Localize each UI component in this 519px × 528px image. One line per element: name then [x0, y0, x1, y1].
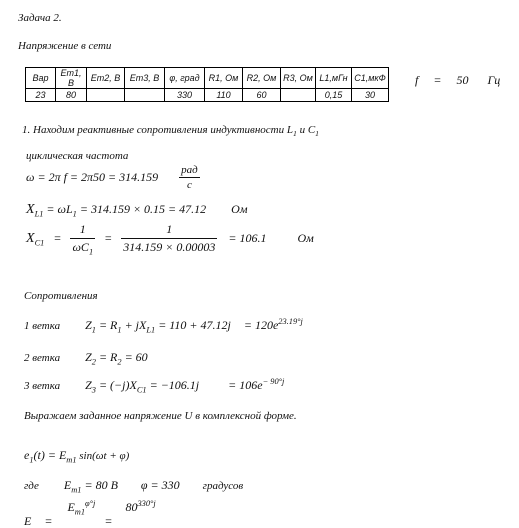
branch-3-sub1: 3: [91, 385, 96, 395]
omega-unit: [179, 164, 200, 191]
header-cell: R1, Ом: [205, 68, 243, 89]
xc1-f1-num: 1: [70, 222, 95, 239]
last-num2: 80: [125, 500, 138, 514]
where-e: E: [63, 478, 72, 492]
xc1-f1-den-text: ωC: [72, 240, 89, 254]
omega-unit-den: с: [186, 179, 192, 191]
xl1-expr: = ωL: [43, 202, 73, 216]
last-exp2: 330°j: [137, 499, 156, 508]
header-cell: Em2, В: [87, 68, 125, 89]
branch-1-sub3: L1: [146, 325, 156, 335]
xc1-sub: C1: [34, 237, 45, 247]
task-title: Задача 2.: [18, 12, 62, 24]
branch-1-exp: 23.19°j: [278, 317, 303, 326]
branch-3-z: Z: [85, 378, 92, 392]
value-cell: 80: [56, 89, 87, 102]
freq-value: 50: [456, 73, 469, 87]
branch-1-rest: + jX: [121, 318, 147, 332]
xl1-unit: Ом: [231, 202, 248, 216]
where-phi: φ = 330: [140, 478, 180, 492]
last-num: E: [67, 500, 75, 514]
branch-1-z: Z: [85, 318, 92, 332]
xc1-frac-2: [121, 222, 217, 255]
branch-1-sub2: 1: [117, 325, 122, 335]
xc1-f2-num: 1: [121, 222, 217, 239]
xc1-frac-1: [70, 222, 95, 255]
header-cell: C1,мкФ: [352, 68, 389, 89]
branch-1-label: 1 ветка: [24, 320, 61, 332]
value-cell: 110: [205, 89, 243, 102]
freq-symbol: f: [415, 73, 419, 87]
branch-1-sub1: 1: [91, 325, 96, 335]
step-1-main: 1. Находим реактивные сопротивления индуктивности L: [22, 124, 293, 136]
last-formula: [24, 499, 156, 528]
xc1-lhs-wrap: [26, 231, 44, 245]
frequency-line: [415, 73, 500, 88]
branch-3-val: = −106.1j: [146, 378, 200, 392]
xc1-formula: [26, 222, 314, 255]
omega-unit-num: рад: [181, 164, 198, 176]
emf-mid: (t) = E: [33, 448, 67, 462]
last-num-sub: m1: [74, 507, 86, 517]
last-eq: =: [44, 514, 53, 528]
branch-2-val: = 60: [121, 350, 148, 364]
where-label: где: [24, 480, 39, 492]
omega-expr: ω = 2π f = 2π50 = 314.159: [26, 170, 159, 184]
value-cell: [125, 89, 165, 102]
freq-eq: =: [433, 73, 442, 87]
value-cell: [87, 89, 125, 102]
branch-3-sub2: C1: [136, 385, 147, 395]
where-e-sub: m1: [71, 485, 82, 495]
last-lhs: E: [24, 514, 32, 528]
value-cell: 0,15: [316, 89, 352, 102]
branch-2-z: Z: [85, 350, 92, 364]
omega-formula: [26, 164, 200, 191]
branch-1-val: = 110 + 47.12j: [155, 318, 231, 332]
xc1-lhs: X: [26, 230, 35, 246]
xc1-eq: =: [53, 231, 62, 245]
where-line: [24, 478, 243, 493]
emf-rest: sin(ωt + φ): [76, 450, 130, 462]
xl1-formula: [26, 202, 247, 218]
branch-2-sub1: 2: [91, 357, 96, 367]
step-1-l-sub: 1: [292, 129, 297, 139]
xl1-rest: = 314.159 × 0.15 = 47.12: [76, 202, 207, 216]
branch-3-exp: − 90°j: [262, 377, 285, 386]
xc1-eq-2: =: [104, 231, 113, 245]
where-unit: градусов: [202, 480, 244, 492]
xc1-f2-den: 314.159 × 0.00003: [123, 240, 216, 254]
emf-formula: [24, 448, 129, 463]
table-row: [26, 89, 389, 102]
header-cell: Вар: [26, 68, 56, 89]
branch-1-line: [24, 318, 303, 333]
xl1-lhs: X: [26, 202, 35, 217]
section-resistances: Сопротивления: [24, 290, 98, 302]
last-exp1: φ°j: [85, 499, 96, 508]
branch-3-line: [24, 378, 284, 393]
xc1-f1-den: [70, 239, 95, 255]
header-cell: R2, Ом: [243, 68, 281, 89]
parameters-table: [25, 67, 389, 102]
xc1-result: = 106.1: [228, 231, 267, 245]
table-header-row: [26, 68, 389, 89]
where-e-val: = 80 В: [81, 478, 118, 492]
branch-1-polar: = 120e: [243, 318, 279, 332]
xl1-expr-sub: 1: [72, 209, 77, 219]
branch-2-sub2: 2: [117, 357, 122, 367]
value-cell: 60: [243, 89, 281, 102]
section-voltage: Напряжение в сети: [18, 40, 112, 52]
emf-sub: 1: [29, 455, 34, 465]
header-cell: L1,мГн: [316, 68, 352, 89]
branch-3-mid: = (−j)X: [95, 378, 137, 392]
step-1-c-sub: 1: [315, 129, 319, 139]
value-cell: 30: [352, 89, 389, 102]
value-cell: 330: [165, 89, 205, 102]
emf-lhs: e: [24, 448, 30, 462]
value-cell: [281, 89, 316, 102]
branch-2-mid: = R: [95, 350, 118, 364]
cyclic-frequency-label: циклическая частота: [26, 150, 129, 162]
step-1-and: и C: [296, 124, 316, 136]
last-eq2: =: [104, 514, 113, 528]
step-1-text: [22, 124, 319, 139]
header-cell: R3, Ом: [281, 68, 316, 89]
complex-form-text: Выражаем заданное напряжение U в комплексной форме.: [24, 410, 297, 422]
header-cell: Em1, В: [56, 68, 87, 89]
branch-1-mid: = R: [95, 318, 118, 332]
xc1-unit: Ом: [297, 231, 314, 245]
branch-2-label: 2 ветка: [24, 352, 61, 364]
freq-unit: Гц: [487, 73, 501, 87]
xc1-f1-den-sub: 1: [88, 247, 94, 257]
branch-3-label: 3 ветка: [24, 380, 61, 392]
value-cell: 23: [26, 89, 56, 102]
branch-3-polar: = 106e: [228, 378, 263, 392]
header-cell: Em3, В: [125, 68, 165, 89]
xl1-sub: L1: [34, 209, 44, 219]
emf-sub2: m1: [66, 455, 77, 465]
header-cell: φ, град: [165, 68, 205, 89]
branch-2-line: [24, 350, 148, 365]
